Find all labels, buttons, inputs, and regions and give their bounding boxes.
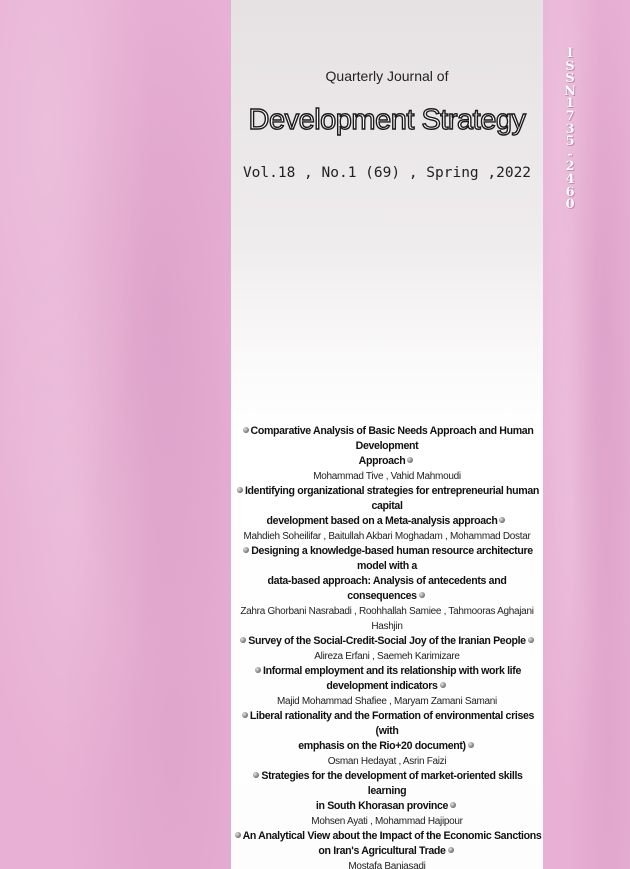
article-title-text: Survey of the Social-Credit-Social Joy of the Iranian People <box>248 635 526 647</box>
article-title-line <box>232 574 542 604</box>
bullet-icon <box>450 802 456 808</box>
article-entry <box>232 769 542 829</box>
right-pink-border <box>543 0 630 869</box>
article-title-line <box>232 484 542 514</box>
article-title-line <box>232 844 542 859</box>
article-title-text: emphasis on the Rio+20 document) <box>298 740 466 752</box>
article-title-line <box>232 634 542 649</box>
article-title-text: An Analytical View about the Impact of the Economic Sanctions <box>242 830 542 842</box>
article-title-line <box>232 664 542 679</box>
article-title-line <box>232 829 542 844</box>
article-title-text: development indicators <box>326 680 438 692</box>
issn-char: 1 <box>565 96 575 112</box>
bullet-icon <box>499 517 505 523</box>
article-title-text: Designing a knowledge-based human resource architecture model with a <box>251 545 533 572</box>
article-entry <box>232 634 542 664</box>
left-pink-border <box>0 0 231 869</box>
issn-char: 7 <box>565 108 575 124</box>
issn-char: I <box>566 46 574 61</box>
article-title-line <box>232 544 542 574</box>
issn-char: 6 <box>565 184 575 200</box>
issn-char: N <box>564 83 576 99</box>
article-title-text: data-based approach: Analysis of antecedents and consequences <box>267 575 507 602</box>
article-title-text: Strategies for the development of market-oriented skills learning <box>261 770 523 797</box>
article-title-line <box>232 454 542 469</box>
journal-label: Quarterly Journal of <box>325 68 449 84</box>
article-title-text: on Iran's Agricultural Trade <box>318 845 446 857</box>
article-entry <box>232 829 542 869</box>
bullet-icon <box>243 547 249 553</box>
bullet-icon <box>243 427 249 433</box>
bullet-icon <box>240 637 246 643</box>
article-authors: Mostafa Baniasadi <box>348 861 426 869</box>
issn-char: 0 <box>565 197 575 213</box>
issn-char: 5 <box>565 134 575 150</box>
bullet-icon <box>235 832 241 838</box>
article-title-line <box>232 799 542 814</box>
bullet-icon <box>242 712 248 718</box>
article-title-line <box>232 769 542 799</box>
issn-vertical <box>560 48 580 212</box>
journal-title: Development Strategy <box>248 104 526 136</box>
article-authors: Zahra Ghorbani Nasrabadi , Roohhallah Samiee , Tahmooras Aghajani Hashjin <box>240 606 534 632</box>
bullet-icon <box>237 487 243 493</box>
article-title-line <box>232 739 542 754</box>
article-entry <box>232 424 542 484</box>
issn-char: S <box>565 71 575 87</box>
article-authors: Osman Hedayat , Asrin Faizi <box>327 756 447 767</box>
bullet-icon <box>419 592 425 598</box>
issn-char: - <box>567 146 573 162</box>
article-entry <box>232 664 542 709</box>
bullet-icon <box>440 682 446 688</box>
article-title-text: in South Khorasan province <box>315 800 449 812</box>
article-authors: Mohsen Ayati , Mohammad Hajipour <box>311 816 463 827</box>
issue-info: Vol.18 , No.1 (69) , Spring ,2022 <box>242 165 532 181</box>
article-title-text: Identifying organizational strategies for entrepreneurial human capital <box>244 485 540 512</box>
article-title-text: development based on a Meta-analysis approach <box>266 515 498 527</box>
bullet-icon <box>253 772 259 778</box>
article-authors: Mahdieh Soheilifar , Baitullah Akbari Moghadam , Mohammad Dostar <box>243 531 531 542</box>
article-title-text: Approach <box>358 455 406 467</box>
article-title-line <box>232 514 542 529</box>
article-title-line <box>232 709 542 739</box>
article-authors: Mohammad Tive , Vahid Mahmoudi <box>313 471 461 482</box>
table-of-contents <box>232 424 542 869</box>
bullet-icon <box>255 667 261 673</box>
bullet-icon <box>407 457 413 463</box>
bullet-icon <box>448 847 454 853</box>
bullet-icon <box>468 742 474 748</box>
article-title-text: Informal employment and its relationship with work life <box>263 665 521 677</box>
bullet-icon <box>528 637 534 643</box>
issn-char: 3 <box>565 121 575 137</box>
issn-char: S <box>565 58 575 74</box>
article-title-text: Liberal rationality and the Formation of environmental crises (with <box>249 710 535 737</box>
article-authors: Majid Mohammad Shafiee , Maryam Zamani Samani <box>277 696 497 707</box>
article-title-line <box>232 679 542 694</box>
article-entry <box>232 709 542 769</box>
article-entry <box>232 544 542 634</box>
article-title-line <box>232 424 542 454</box>
article-entry <box>232 484 542 544</box>
article-authors: Alireza Erfani , Saemeh Karimizare <box>314 651 460 662</box>
issn-char: 4 <box>565 171 575 187</box>
article-title-text: Comparative Analysis of Basic Needs Approach and Human Development <box>250 425 534 452</box>
issn-char: 2 <box>565 159 575 175</box>
